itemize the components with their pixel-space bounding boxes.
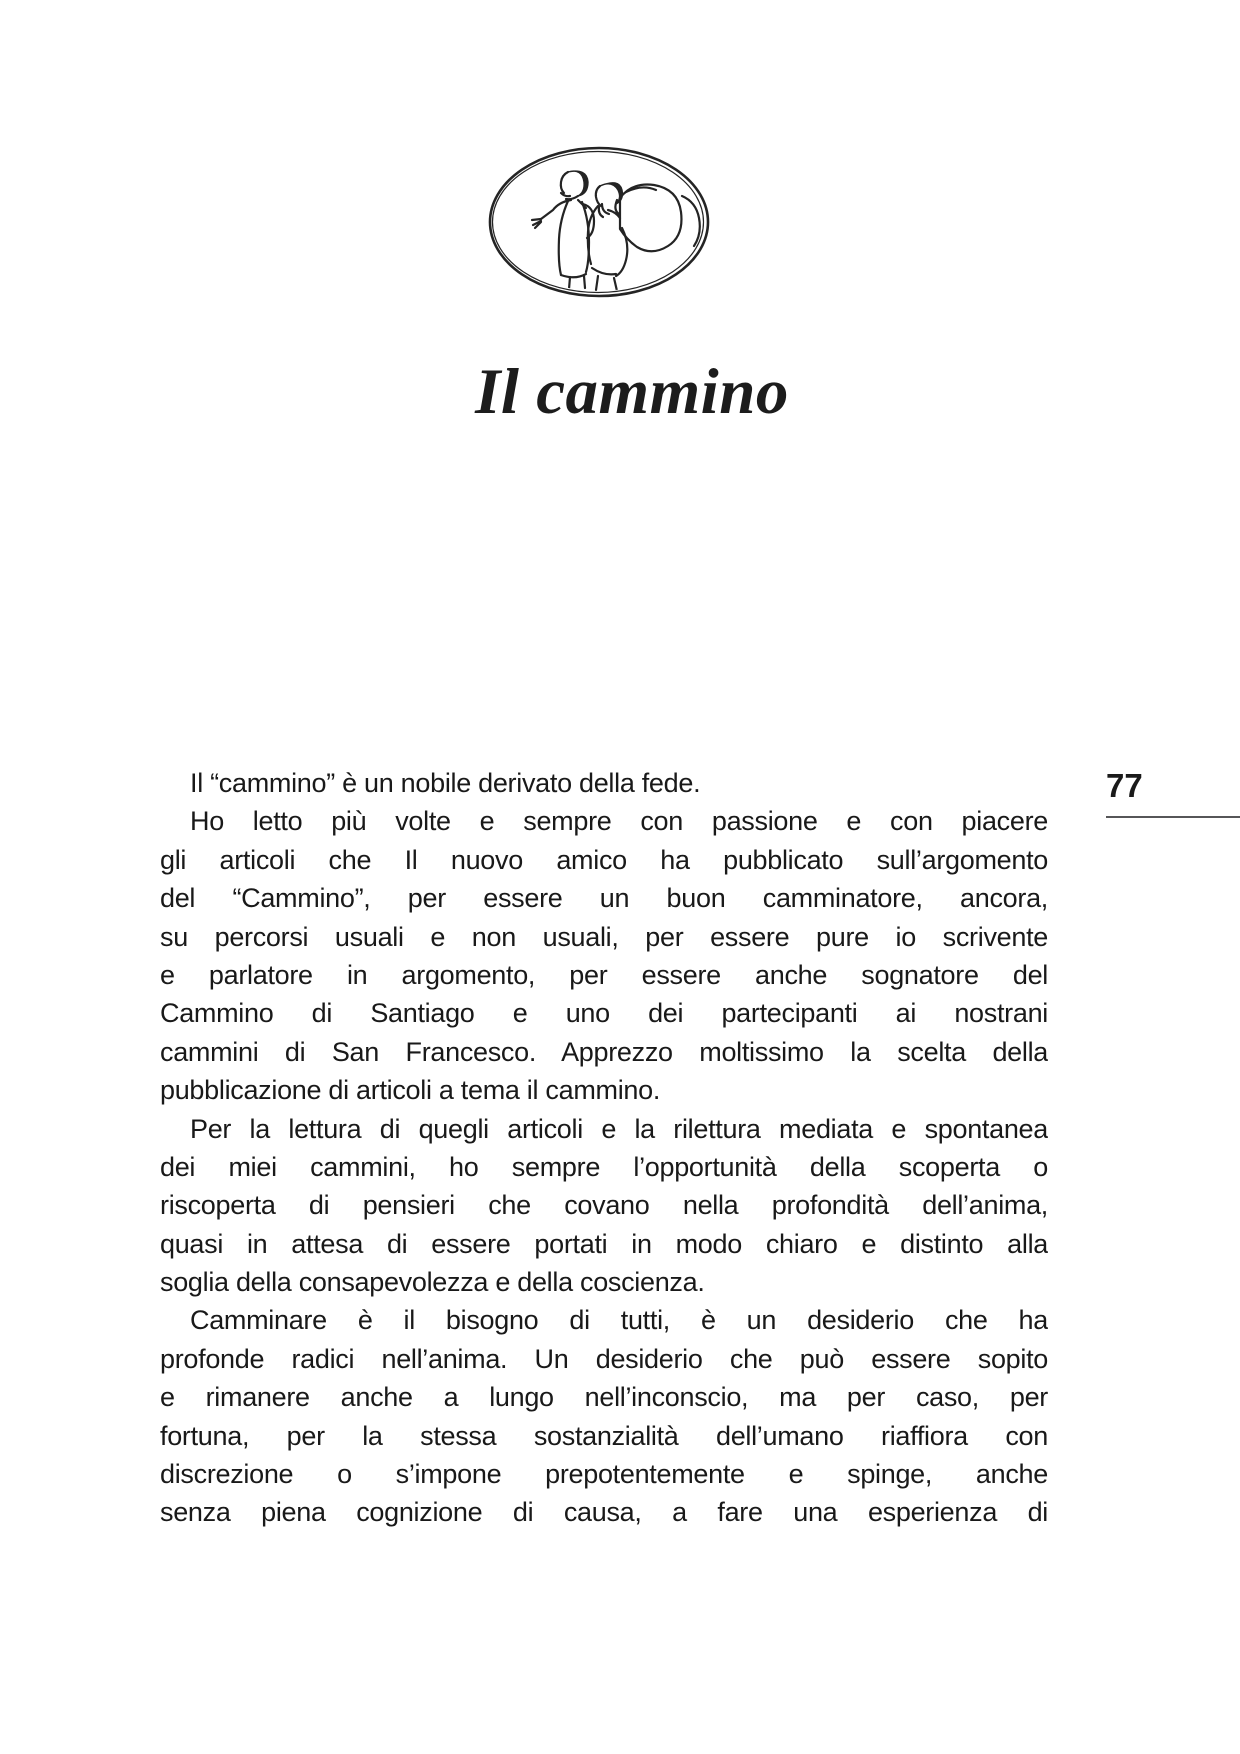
text-line: e parlatore in argomento, per essere anche sognatore del — [160, 959, 1048, 990]
text-line: dei miei cammini, ho sempre l’opportunità della scoperta o — [160, 1151, 1048, 1182]
text-line: e rimanere anche a lungo nell’inconscio, ma per caso, per — [160, 1382, 1048, 1413]
page-number-rule — [1106, 816, 1240, 818]
text-line: gli articoli che Il nuovo amico ha pubblicato sull’argomento — [160, 844, 1048, 875]
text-line: quasi in attesa di essere portati in modo chiaro e distinto alla — [160, 1228, 1048, 1259]
two-pilgrims-icon — [486, 144, 712, 300]
text-line: discrezione o s’impone prepotentemente e spinge, anche — [160, 1459, 1048, 1490]
text-line: soglia della consapevolezza e della coscienza. — [160, 1267, 705, 1298]
text-line: Ho letto più volte e sempre con passione e con piacere — [190, 806, 1048, 837]
text-line: su percorsi usuali e non usuali, per essere pure io scrivente — [160, 921, 1048, 952]
two-pilgrims-walking-illustration — [486, 144, 712, 300]
text-line: riscoperta di pensieri che covano nella profondità dell’anima, — [160, 1190, 1048, 1221]
body-text — [160, 764, 1048, 1532]
chapter-title: Il cammino — [475, 356, 789, 428]
text-line: Camminare è il bisogno di tutti, è un desiderio che ha — [190, 1305, 1048, 1336]
text-line: senza piena cognizione di causa, a fare una esperienza di — [160, 1497, 1048, 1528]
text-line: profonde radici nell’anima. Un desiderio che può essere sopito — [160, 1343, 1048, 1374]
text-line: del “Cammino”, per essere un buon camminatore, ancora, — [160, 883, 1048, 914]
text-line: pubblicazione di articoli a tema il cammino. — [160, 1075, 661, 1106]
text-line: Il “cammino” è un nobile derivato della fede. — [190, 768, 701, 798]
text-line: Per la lettura di quegli articoli e la rilettura mediata e spontanea — [190, 1113, 1048, 1144]
text-line: Cammino di Santiago e uno dei partecipanti ai nostrani — [160, 998, 1048, 1029]
text-line: fortuna, per la stessa sostanzialità dell’umano riaffiora con — [160, 1420, 1048, 1451]
text-line: cammini di San Francesco. Apprezzo moltissimo la scelta della — [160, 1036, 1048, 1067]
page-number: 77 — [1106, 767, 1143, 804]
